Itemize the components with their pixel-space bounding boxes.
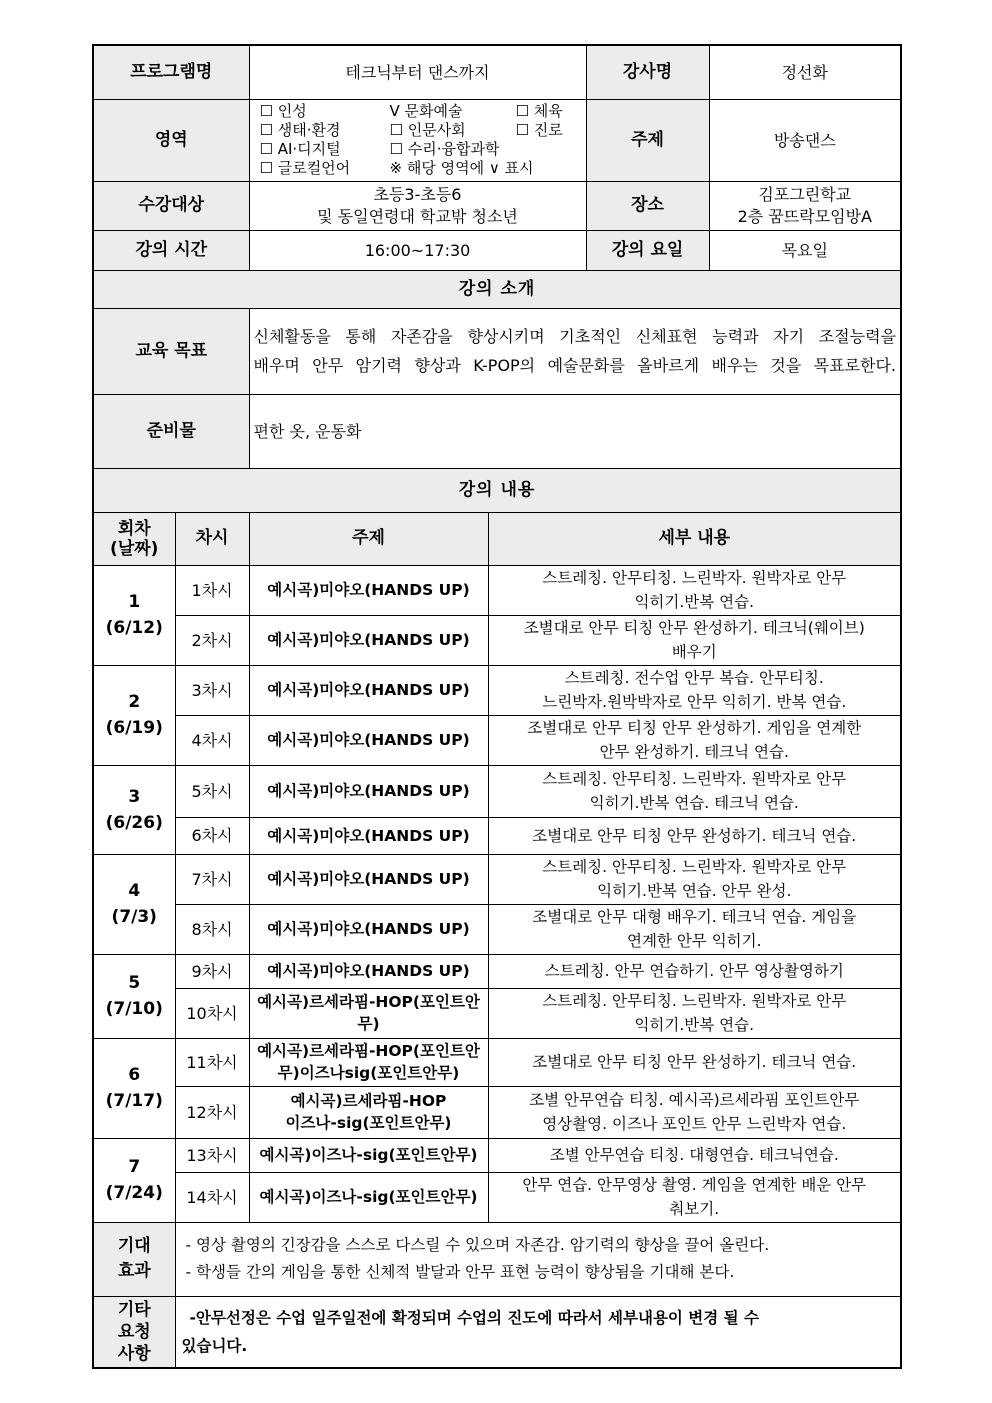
schedule-row [93, 817, 901, 854]
round-date: (7/10) [105, 999, 163, 1019]
detail-cell [488, 565, 901, 615]
detail-cell [488, 615, 901, 665]
period-cell: 10차시 [175, 988, 249, 1038]
instructor-label: 강사명 [586, 45, 709, 99]
detail-cell [488, 1038, 901, 1086]
detail-line: 스트레칭. 안무 연습하기. 안무 영상촬영하기 [544, 962, 844, 980]
round-cell [93, 665, 175, 765]
detail-line: 스트레칭. 안무티칭. 느린박자. 원박자로 안무 [542, 992, 847, 1010]
topic-cell [249, 765, 488, 817]
detail-line: 영상촬영. 이즈나 포인트 안무 느린박자 연습. [542, 1115, 847, 1133]
detail-line: 조별대로 안무 티칭 안무 완성하기. 테크닉 연습. [532, 1053, 857, 1071]
topic-line: 예시곡)미야오(HANDS UP) [267, 631, 470, 649]
round-header-line: 회차 [117, 518, 151, 539]
instructor-value: 정선화 [709, 45, 901, 99]
target-line: 및 동일연령대 학교밖 청소년 [317, 206, 518, 226]
detail-line: 조별대로 안무 대형 배우기. 테크닉 연습. 게임을 [532, 908, 857, 926]
content-section-title: 강의 내용 [93, 468, 901, 512]
topic-cell [249, 1038, 488, 1086]
round-date: (7/24) [105, 1183, 163, 1203]
supplies-label: 준비물 [93, 394, 249, 468]
detail-cell [488, 1138, 901, 1172]
detail-cell [488, 1086, 901, 1138]
round-number: 6 [128, 1065, 141, 1085]
area-label: 영역 [93, 99, 249, 181]
schedule-row [93, 1172, 901, 1222]
round-header [93, 512, 175, 565]
round-number: 1 [128, 592, 141, 612]
detail-line: 익히기.반복 연습. [634, 593, 755, 611]
period-cell: 8차시 [175, 904, 249, 954]
detail-line: 스트레칭. 안무티칭. 느린박자. 원박자로 안무 [542, 770, 847, 788]
day-value: 목요일 [709, 230, 901, 270]
goal-line: 배우며 안무 암기력 향상과 K-POP의 예술문화를 올바르게 배우는 것을 목표로한다. [253, 356, 897, 375]
effect-line: - 학생들 간의 게임을 통한 신체적 발달과 안무 표현 능력이 향상됨을 기대해 본다. [185, 1263, 735, 1281]
area-option[interactable]: ☐ 수리·융합과학 [389, 140, 500, 158]
detail-cell [488, 954, 901, 988]
detail-line: 안무 완성하기. 테크닉 연습. [599, 743, 789, 761]
topic-value: 방송댄스 [709, 99, 901, 181]
round-cell [93, 1038, 175, 1138]
request-label-line: 요청 [117, 1321, 151, 1342]
time-value: 16:00~17:30 [249, 230, 586, 270]
day-label: 강의 요일 [586, 230, 709, 270]
goal-value [249, 308, 901, 394]
topic-line: 예시곡)르세라핌-HOP(포인트안 [257, 993, 480, 1011]
request-line: -안무선정은 수업 일주일전에 확정되며 수업의 진도에 따라서 세부내용이 변경 될 수 [189, 1308, 759, 1327]
schedule-row [93, 1038, 901, 1086]
request-label-line: 기타 [117, 1299, 151, 1320]
period-cell: 11차시 [175, 1038, 249, 1086]
area-option[interactable]: ☐ AI·디지털 [259, 140, 341, 158]
round-number: 2 [128, 692, 141, 712]
period-cell: 2차시 [175, 615, 249, 665]
request-value [175, 1296, 901, 1368]
period-cell: 13차시 [175, 1138, 249, 1172]
round-date: (6/19) [105, 718, 163, 738]
topic-cell [249, 1138, 488, 1172]
topic-cell [249, 565, 488, 615]
detail-cell [488, 715, 901, 765]
period-cell: 9차시 [175, 954, 249, 988]
target-label: 수강대상 [93, 181, 249, 230]
topic-cell [249, 1086, 488, 1138]
round-cell [93, 854, 175, 954]
effect-label-line: 기대 [117, 1236, 151, 1256]
period-cell: 14차시 [175, 1172, 249, 1222]
topic-cell [249, 904, 488, 954]
area-line [260, 121, 582, 140]
round-cell [93, 565, 175, 665]
detail-line: 조별 안무연습 티칭. 대형연습. 테크닉연습. [549, 1146, 839, 1164]
period-cell: 3차시 [175, 665, 249, 715]
round-number: 5 [128, 973, 141, 993]
area-option[interactable]: ☐ 인성 [259, 102, 307, 120]
detail-line: 느린박자.원박박자로 안무 익히기. 반복 연습. [542, 693, 847, 711]
detail-line: 안무 연습. 안무영상 촬영. 게임을 연계한 배운 안무 [522, 1176, 867, 1194]
detail-header: 세부 내용 [488, 512, 901, 565]
detail-line: 스트레칭. 안무티칭. 느린박자. 원박자로 안무 [542, 569, 847, 587]
area-option[interactable]: V 문화예술 [389, 102, 463, 120]
detail-line: 조별 안무연습 티칭. 예시곡)르세라핌 포인트안무 [529, 1091, 860, 1109]
area-option[interactable]: ☐ 체육 [515, 102, 563, 120]
place-line: 김포그린학교 [758, 184, 852, 204]
time-label: 강의 시간 [93, 230, 249, 270]
program-name-value: 테크닉부터 댄스까지 [249, 45, 586, 99]
topic-line: 예시곡)미야오(HANDS UP) [267, 920, 470, 938]
topic-line: 예시곡)미야오(HANDS UP) [267, 962, 470, 980]
round-date: (6/26) [105, 812, 163, 833]
request-label-line: 사항 [117, 1343, 151, 1364]
topic-cell [249, 1172, 488, 1222]
schedule-row [93, 904, 901, 954]
effect-label-line: 효과 [117, 1261, 151, 1281]
schedule-row [93, 988, 901, 1038]
detail-cell [488, 665, 901, 715]
round-date: (6/12) [105, 618, 163, 638]
topic-line: 예시곡)미야오(HANDS UP) [267, 681, 470, 699]
schedule-row [93, 715, 901, 765]
topic-cell [249, 817, 488, 854]
lecture-plan-table [92, 44, 902, 1369]
detail-cell [488, 765, 901, 817]
round-number: 7 [128, 1157, 141, 1177]
detail-line: 익히기.반복 연습. 안무 완성. [597, 882, 792, 900]
topic-line: 예시곡)이즈나-sig(포인트안무) [259, 1146, 478, 1164]
effect-line: - 영상 촬영의 긴장감을 스스로 다스릴 수 있으며 자존감. 암기력의 향상을 끌어 올린다. [185, 1236, 770, 1254]
period-cell: 1차시 [175, 565, 249, 615]
round-header-line: (날짜) [110, 538, 159, 559]
target-value [249, 181, 586, 230]
target-line: 초등3-초등6 [373, 184, 462, 204]
area-option[interactable]: ☐ 글로컬언어 [259, 159, 351, 177]
detail-line: 조별대로 안무 티칭 안무 완성하기. 테크닉 연습. [532, 826, 857, 845]
topic-line: 무) [357, 1015, 380, 1033]
topic-line: 예시곡)이즈나-sig(포인트안무) [259, 1188, 478, 1206]
round-number: 3 [128, 786, 141, 807]
area-line [260, 140, 582, 159]
schedule-row [93, 565, 901, 615]
area-option[interactable]: ☐ 인문사회 [389, 121, 466, 139]
round-date: (7/17) [105, 1091, 163, 1111]
schedule-row [93, 665, 901, 715]
schedule-row [93, 1138, 901, 1172]
schedule-row [93, 765, 901, 817]
area-option[interactable]: ☐ 생태·환경 [259, 121, 341, 139]
detail-cell [488, 904, 901, 954]
request-label [93, 1296, 175, 1368]
detail-line: 스트레칭. 안무티칭. 느린박자. 원박자로 안무 [542, 858, 847, 876]
topic-line: 예시곡)르세라핌-HOP [290, 1092, 447, 1110]
goal-line: 신체활동을 통해 자존감을 향상시키며 기초적인 신체표현 능력과 자기 조절능력을 [253, 327, 897, 346]
period-header: 차시 [175, 512, 249, 565]
place-label: 장소 [586, 181, 709, 230]
detail-line: 조별대로 안무 티칭 안무 완성하기. 테크닉(웨이브) [523, 619, 865, 637]
intro-section-title: 강의 소개 [93, 270, 901, 308]
detail-line: 연계한 안무 익히기. [626, 932, 762, 950]
topic-line: 예시곡)미야오(HANDS UP) [267, 782, 470, 800]
area-line [260, 159, 582, 178]
detail-line: 익히기.반복 연습. [634, 1016, 755, 1034]
supplies-value: 편한 옷, 운동화 [249, 394, 901, 468]
detail-line: 배우기 [671, 643, 717, 661]
area-checklist [249, 99, 586, 181]
detail-line: 조별대로 안무 티칭 안무 완성하기. 게임을 연계한 [527, 719, 862, 737]
area-option[interactable]: ☐ 진로 [515, 121, 563, 139]
effect-label [93, 1222, 175, 1296]
topic-cell [249, 988, 488, 1038]
detail-line: 익히기.반복 연습. 테크닉 연습. [589, 794, 799, 812]
topic-cell [249, 854, 488, 904]
topic-header: 주제 [249, 512, 488, 565]
topic-line: 이즈나-sig(포인트안무) [285, 1114, 452, 1132]
topic-cell [249, 954, 488, 988]
topic-line: 예시곡)미야오(HANDS UP) [267, 581, 470, 599]
schedule-row [93, 854, 901, 904]
round-cell [93, 954, 175, 1038]
period-cell: 5차시 [175, 765, 249, 817]
place-value [709, 181, 901, 230]
area-option[interactable]: ※ 해당 영역에 ∨ 표시 [389, 159, 534, 177]
round-cell [93, 1138, 175, 1222]
program-name-label: 프로그램명 [93, 45, 249, 99]
topic-line: 예시곡)미야오(HANDS UP) [267, 731, 470, 749]
round-number: 4 [128, 881, 141, 901]
schedule-row [93, 954, 901, 988]
topic-line: 예시곡)미야오(HANDS UP) [267, 870, 470, 888]
topic-cell [249, 615, 488, 665]
detail-cell [488, 988, 901, 1038]
round-date: (7/3) [111, 907, 157, 927]
detail-cell [488, 1172, 901, 1222]
period-cell: 6차시 [175, 817, 249, 854]
schedule-row [93, 615, 901, 665]
period-cell: 7차시 [175, 854, 249, 904]
detail-line: 스트레칭. 전수업 안무 복습. 안무티칭. [564, 669, 824, 687]
goal-label: 교육 목표 [93, 308, 249, 394]
topic-line: 예시곡)미야오(HANDS UP) [267, 826, 470, 845]
detail-cell [488, 817, 901, 854]
topic-cell [249, 715, 488, 765]
detail-line: 춰보기. [669, 1200, 720, 1218]
round-cell [93, 765, 175, 854]
detail-cell [488, 854, 901, 904]
area-line [260, 102, 582, 121]
request-line: 있습니다. [181, 1336, 248, 1355]
effect-value [175, 1222, 901, 1296]
topic-line: 예시곡)르세라핌-HOP(포인트안 [257, 1042, 480, 1060]
period-cell: 4차시 [175, 715, 249, 765]
topic-line: 무)이즈나sig(포인트안무) [277, 1064, 460, 1082]
schedule-row [93, 1086, 901, 1138]
topic-cell [249, 665, 488, 715]
period-cell: 12차시 [175, 1086, 249, 1138]
place-line: 2층 꿈뜨락모임방A [737, 206, 872, 226]
topic-label: 주제 [586, 99, 709, 181]
